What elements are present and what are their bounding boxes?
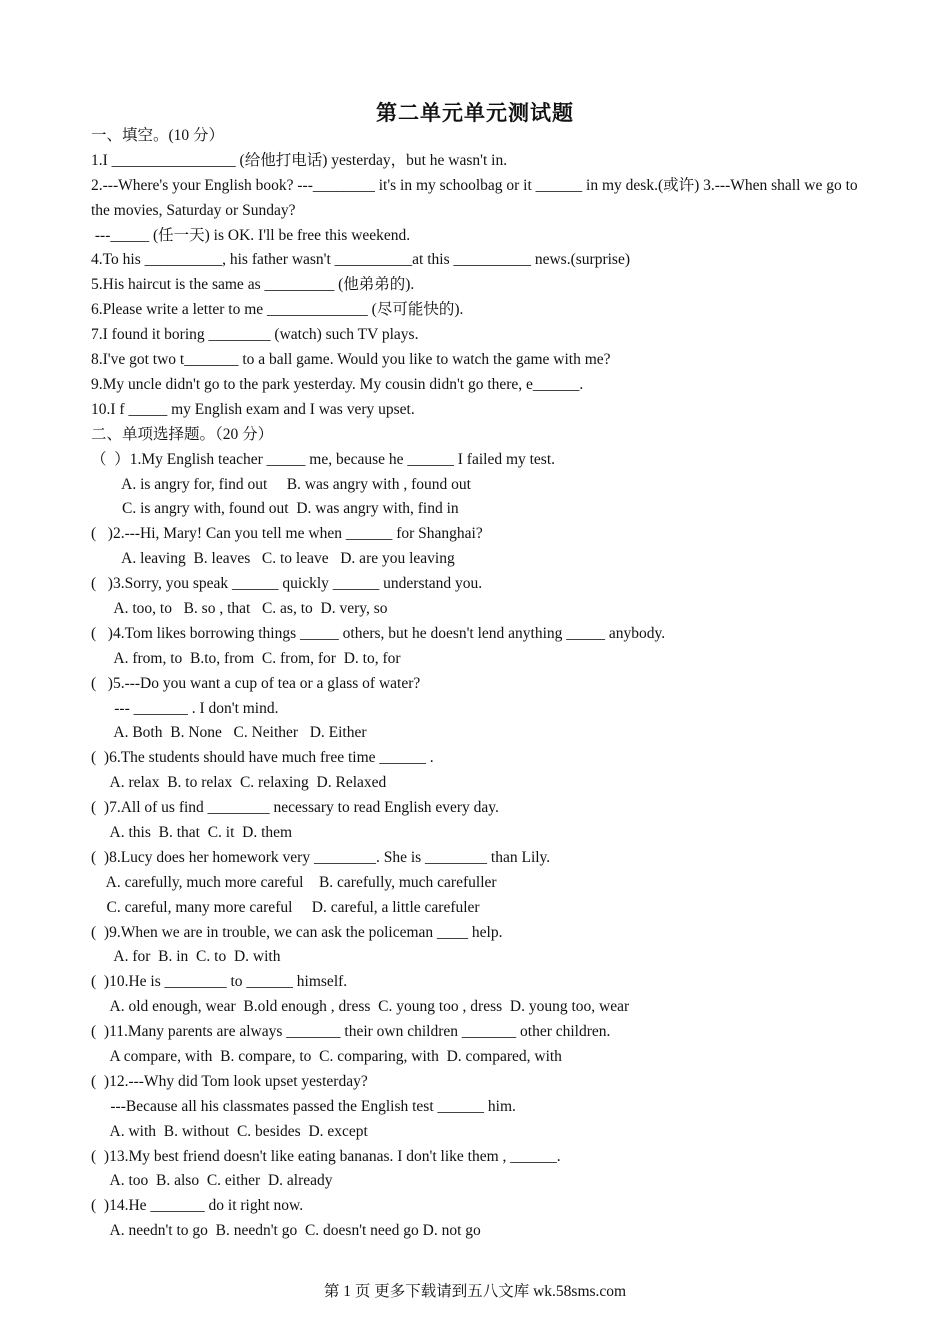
choice-line: A. carefully, much more careful B. carefully, much carefuller: [91, 873, 497, 891]
choice-line: ( )11.Many parents are always _______ their own children _______ other children.: [91, 1023, 611, 1041]
fill-question-3-answer: ---_____ (任一天) is OK. I'll be free this weekend.: [91, 226, 411, 244]
choice-line: A. from, to B.to, from C. from, for D. to, for: [91, 649, 401, 667]
choice-line: ( )9.When we are in trouble, we can ask the policeman ____ help.: [91, 923, 503, 941]
choice-line: ( )6.The students should have much free time ______ .: [91, 749, 434, 767]
choice-line: A. leaving B. leaves C. to leave D. are you leaving: [91, 550, 455, 568]
choice-line: A. is angry for, find out B. was angry with , found out: [91, 475, 471, 493]
choice-line: A. too, to B. so , that C. as, to D. very, so: [91, 599, 388, 617]
choice-line: A compare, with B. compare, to C. comparing, with D. compared, with: [91, 1047, 562, 1065]
choice-line: ( )2.---Hi, Mary! Can you tell me when ______ for Shanghai?: [91, 525, 483, 543]
choice-line: A. for B. in C. to D. with: [91, 948, 281, 966]
choice-line: ( )12.---Why did Tom look upset yesterday?: [91, 1072, 368, 1090]
fill-question-4: 4.To his __________, his father wasn't __________at this __________ news.(surprise): [91, 251, 630, 269]
choice-line: ( )5.---Do you want a cup of tea or a glass of water?: [91, 674, 421, 692]
choice-line: A. old enough, wear B.old enough , dress C. young too , dress D. young too, wear: [91, 998, 630, 1016]
choice-line: A. with B. without C. besides D. except: [91, 1122, 368, 1140]
fill-question-7: 7.I found it boring ________ (watch) such TV plays.: [91, 326, 419, 344]
page-title: 第二单元单元测试题: [376, 101, 574, 125]
fill-question-6: 6.Please write a letter to me _____________ (尽可能快的).: [91, 301, 464, 319]
choice-line: C. careful, many more careful D. careful, a little carefuler: [91, 898, 480, 916]
choice-line: --- _______ . I don't mind.: [91, 699, 279, 717]
choice-line: ( )3.Sorry, you speak ______ quickly ______ understand you.: [91, 575, 483, 593]
choice-line: A. this B. that C. it D. them: [91, 823, 293, 841]
choice-line: C. is angry with, found out D. was angry with, find in: [91, 500, 459, 518]
choice-line: A. needn't to go B. needn't go C. doesn't need go D. not go: [91, 1222, 481, 1240]
fill-question-10: 10.I f _____ my English exam and I was very upset.: [91, 400, 415, 418]
choice-line: ( )4.Tom likes borrowing things _____ others, but he doesn't lend anything _____ anybody.: [91, 624, 666, 642]
choice-line: ( )7.All of us find ________ necessary to read English every day.: [91, 799, 499, 817]
choice-line: A. too B. also C. either D. already: [91, 1172, 333, 1190]
fill-question-5: 5.His haircut is the same as _________ (他弟弟的).: [91, 276, 415, 294]
choice-line: A. Both B. None C. Neither D. Either: [91, 724, 367, 742]
section-heading-fill-blank: 一、填空。(10 分）: [91, 127, 225, 144]
choice-line: ( )10.He is ________ to ______ himself.: [91, 973, 348, 991]
fill-question-9: 9.My uncle didn't go to the park yesterday. My cousin didn't go there, e______.: [91, 375, 584, 393]
choice-line: （ ）1.My English teacher _____ me, because he ______ I failed my test.: [91, 450, 556, 468]
choice-line: ( )14.He _______ do it right now.: [91, 1197, 304, 1215]
fill-question-2-3: 2.---Where's your English book? ---________ it's in my schoolbag or it ______ in my desk.(或许) 3.---When shall we go to the movies, Saturday or Sunday?: [91, 176, 862, 219]
choice-line: ---Because all his classmates passed the English test ______ him.: [91, 1097, 516, 1115]
document-body: [91, 124, 866, 1244]
choice-line: A. relax B. to relax C. relaxing D. Relaxed: [91, 774, 387, 792]
choice-line: ( )8.Lucy does her homework very ________. She is ________ than Lily.: [91, 848, 551, 866]
page-footer: 第 1 页 更多下载请到五八文库 wk.58sms.com: [323, 1283, 627, 1300]
fill-question-1: 1.I ________________ (给他打电话) yesterday，but he wasn't in.: [91, 151, 508, 169]
choice-line: ( )13.My best friend doesn't like eating bananas. I don't like them , ______.: [91, 1147, 561, 1165]
fill-question-8: 8.I've got two t_______ to a ball game. Would you like to watch the game with me?: [91, 351, 611, 369]
section-heading-multiple-choice: 二、单项选择题。（20 分）: [91, 425, 274, 443]
